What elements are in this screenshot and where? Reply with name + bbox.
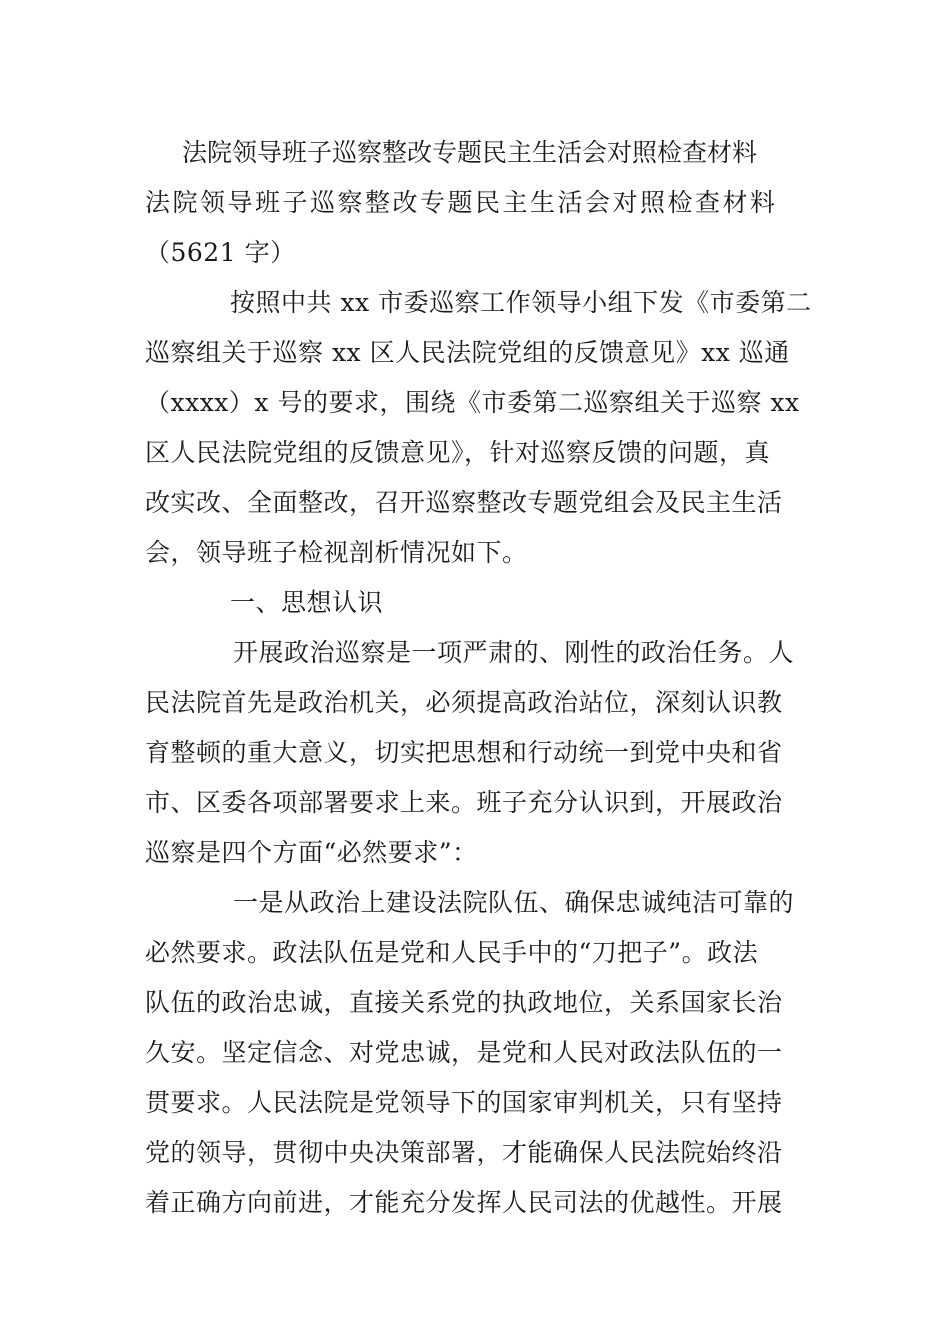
paragraph-line: 区人民法院党组的反馈意见》，针对巡察反馈的问题，真 xyxy=(145,438,771,467)
document-body xyxy=(145,128,810,1228)
paragraph-line: 巡察是四个方面“必然要求”： xyxy=(145,838,478,867)
paragraph-line: 民法院首先是政治机关，必须提高政治站位，深刻认识教 xyxy=(145,688,783,717)
document-subtitle-line1: 法院领导班子巡察整改专题民主生活会对照检查材料 xyxy=(145,188,778,217)
document-title: 法院领导班子巡察整改专题民主生活会对照检查材料 xyxy=(182,138,758,167)
paragraph-line: 着正确方向前进，才能充分发挥人民司法的优越性。开展 xyxy=(145,1188,783,1217)
paragraph-line: 党的领导，贯彻中央决策部署，才能确保人民法院始终沿 xyxy=(145,1138,783,1167)
section-heading xyxy=(145,578,810,628)
paragraph-line: 久安。坚定信念、对党忠诚，是党和人民对政法队伍的一 xyxy=(145,1038,783,1067)
document-subtitle-line2: （5621 字） xyxy=(145,238,296,267)
section-heading-text: 一、思想认识 xyxy=(230,588,384,617)
paragraph-political-inspection xyxy=(145,628,810,878)
paragraph-intro xyxy=(145,278,810,578)
paragraph-line: 必然要求。政法队伍是党和人民手中的“刀把子”。政法 xyxy=(145,938,759,967)
paragraph-requirement-one xyxy=(145,878,810,1228)
paragraph-line: 一是从政治上建设法院队伍、确保忠诚纯洁可靠的 xyxy=(233,888,795,917)
paragraph-line: （xxxx）x 号的要求，围绕《市委第二巡察组关于巡察 xx xyxy=(145,388,800,417)
paragraph-line: 育整顿的重大意义，切实把思想和行动统一到党中央和省 xyxy=(145,738,783,767)
paragraph-line: 队伍的政治忠诚，直接关系党的执政地位，关系国家长治 xyxy=(145,988,783,1017)
paragraph-line: 市、区委各项部署要求上来。班子充分认识到，开展政治 xyxy=(145,788,783,817)
paragraph-line: 改实改、全面整改，召开巡察整改专题党组会及民主生活 xyxy=(145,488,783,517)
paragraph-line: 巡察组关于巡察 xx 区人民法院党组的反馈意见》xx 巡通 xyxy=(145,338,790,367)
paragraph-line: 开展政治巡察是一项严肃的、刚性的政治任务。人 xyxy=(233,638,795,667)
paragraph-line: 会，领导班子检视剖析情况如下。 xyxy=(145,538,528,567)
paragraph-line: 贯要求。人民法院是党领导下的国家审判机关，只有坚持 xyxy=(145,1088,783,1117)
paragraph-line: 按照中共 xx 市委巡察工作领导小组下发《市委第二 xyxy=(230,288,812,317)
